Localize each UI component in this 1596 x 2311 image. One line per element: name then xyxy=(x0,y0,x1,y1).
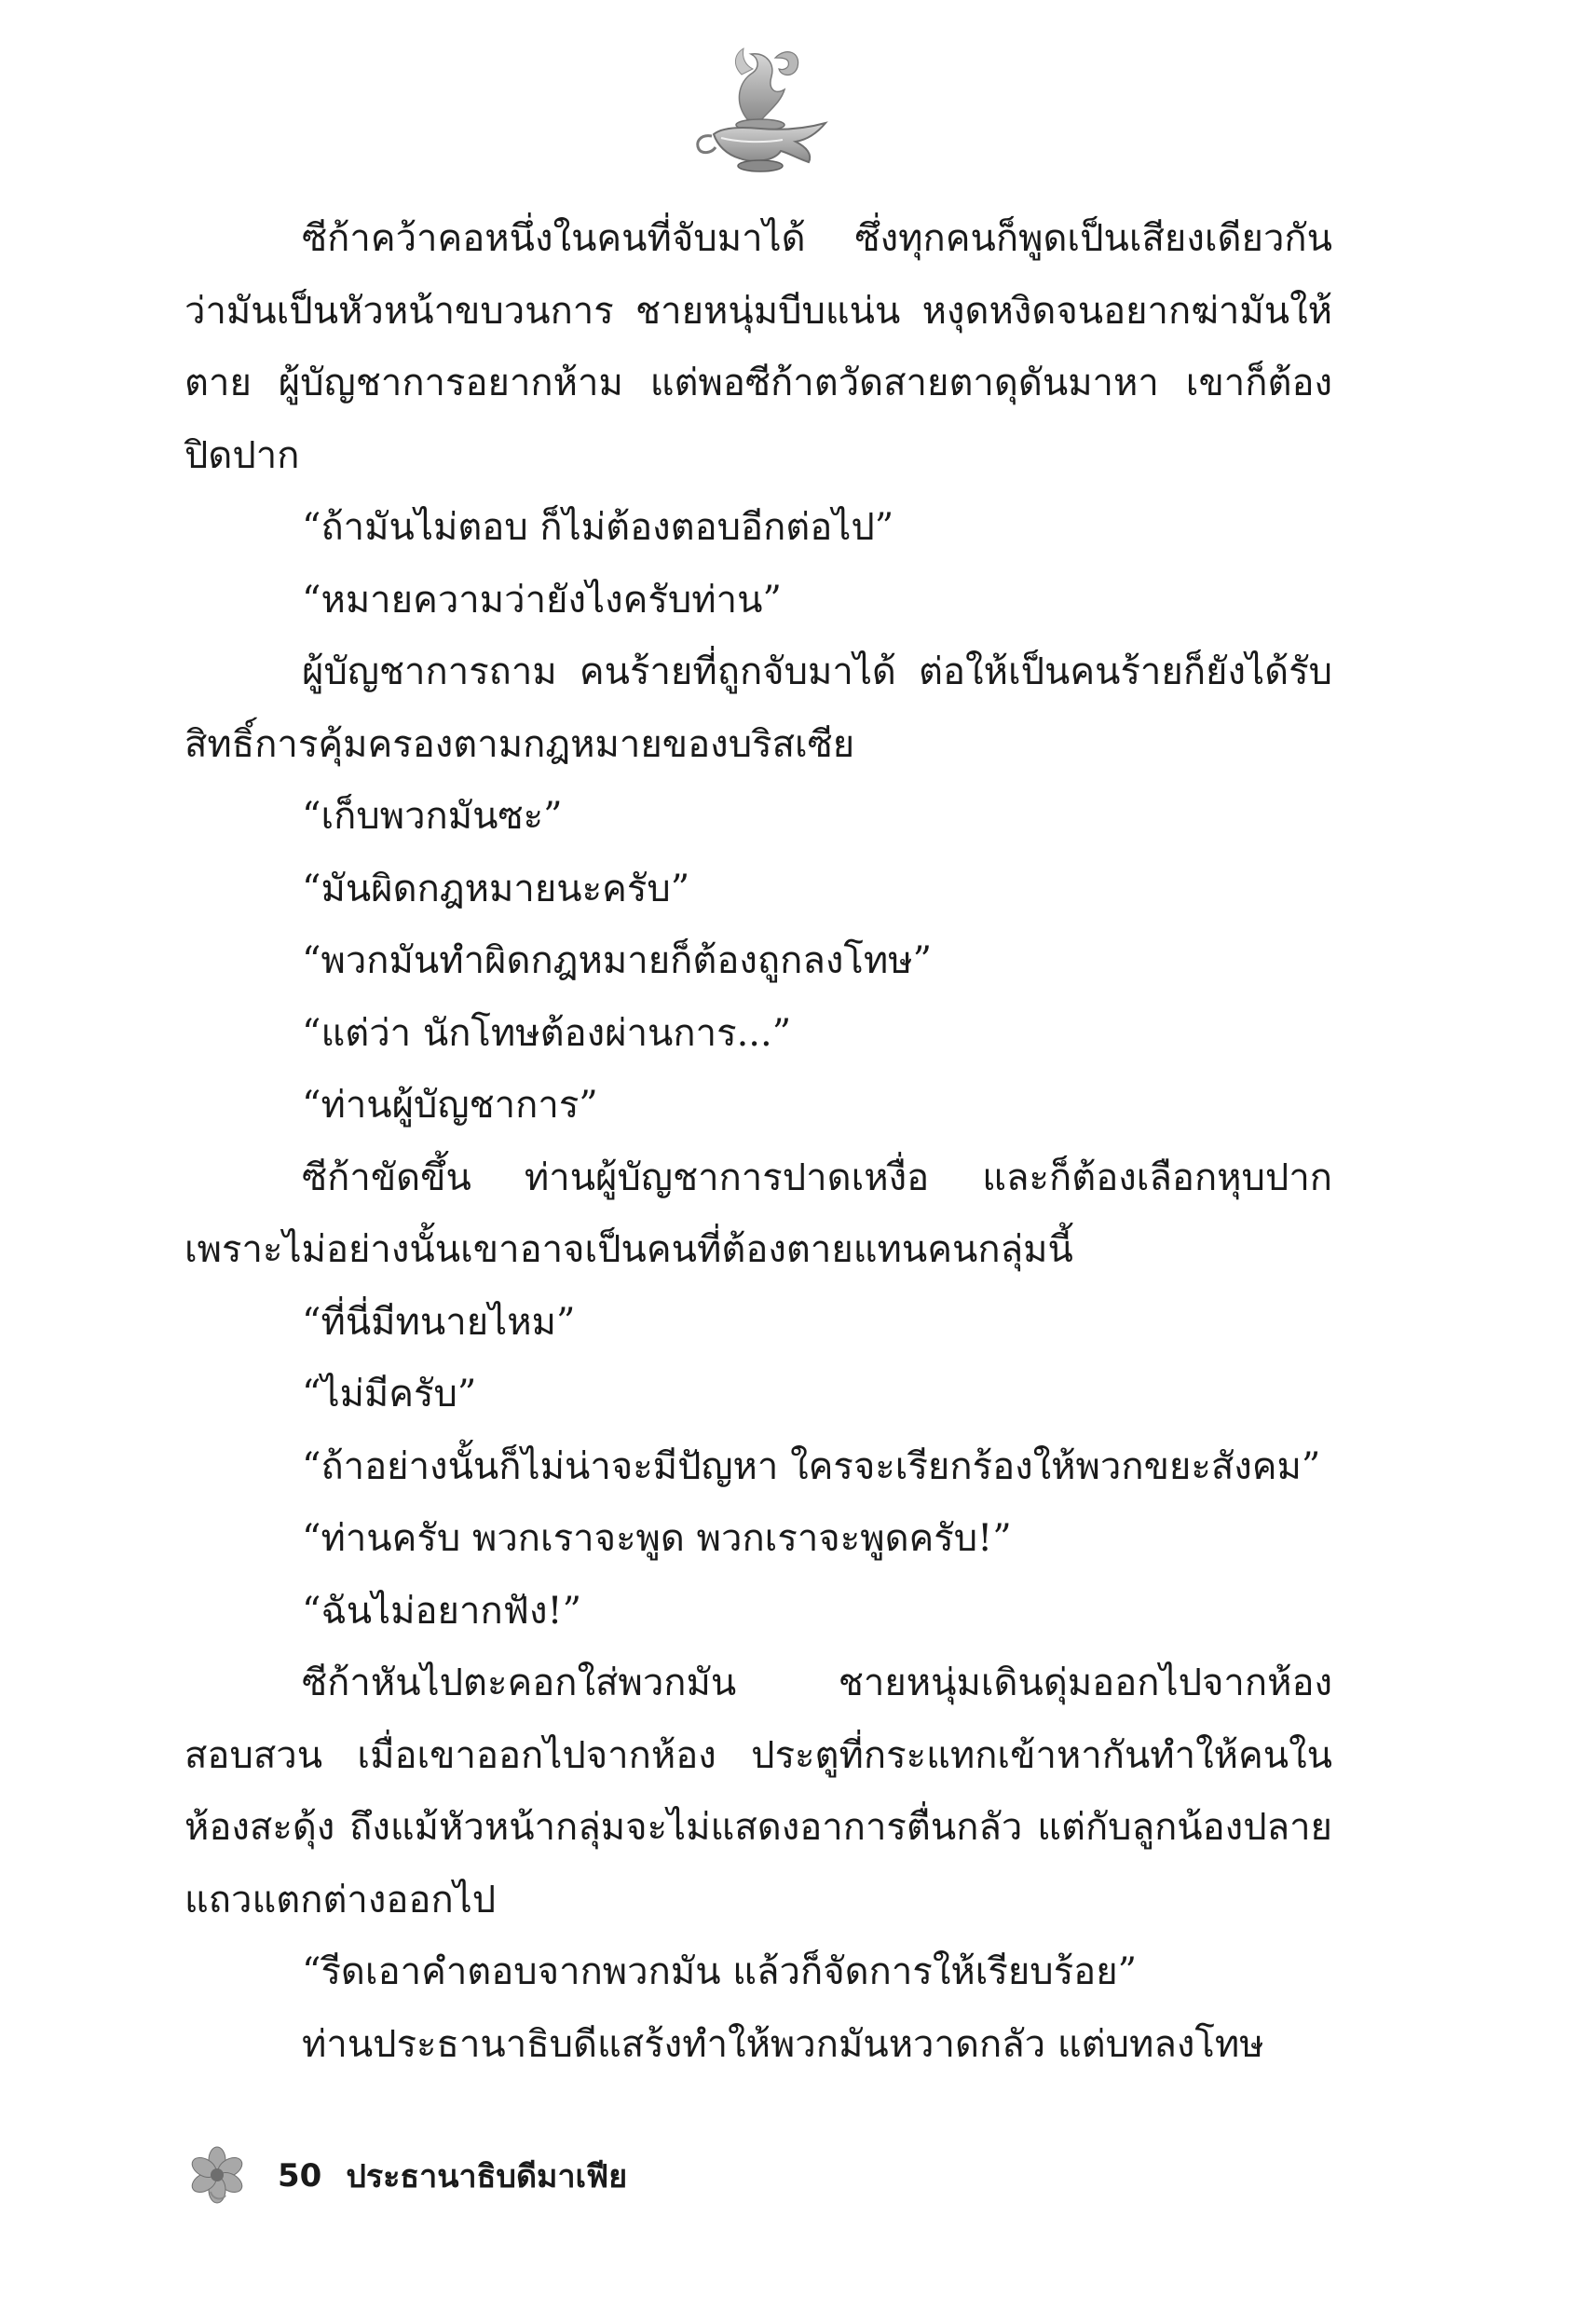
page-number: 50 xyxy=(278,2157,322,2195)
paragraph: “เก็บพวกมันซะ” xyxy=(302,795,563,838)
paragraph: ซีก้าคว้าคอหนึ่งในคนที่จับมาได้ ซึ่งทุกคนก็พูดเป็นเสียงเดียวกันว่ามันเป็นหัวหน้าขบวนการ ชายหนุ่มบีบแน่น หงุดหงิดจนอยากฆ่ามันให้ตาย ผู้บัญชาการอยากห้าม แต่พอซีก้าตวัดสายตาดุดันมาหา เขาก็ต้องปิดปาก xyxy=(184,217,1332,477)
paragraph: ซีก้าหันไปตะคอกใส่พวกมัน ชายหนุ่มเดินดุ่มออกไปจากห้องสอบสวน เมื่อเขาออกไปจากห้อง ประตูที่กระแทกเข้าหากันทำให้คนในห้องสะดุ้ง ถึงแม้หัวหน้ากลุ่มจะไม่แสดงอาการตื่นกลัว แต่กับลูกน้องปลายแถวแตกต่างออกไป xyxy=(184,1661,1332,1921)
paragraph: “หมายความว่ายังไงครับท่าน” xyxy=(302,578,782,622)
genie-lamp-icon xyxy=(686,37,835,177)
paragraph: “ถ้ามันไม่ตอบ ก็ไม่ต้องตอบอีกต่อไป” xyxy=(302,506,894,549)
paragraph: “ท่านครับ พวกเราจะพูด พวกเราจะพูดครับ!” xyxy=(302,1517,1012,1560)
paragraph: “ถ้าอย่างนั้นก็ไม่น่าจะมีปัญหา ใครจะเรียกร้องให้พวกขยะสังคม” xyxy=(302,1444,1321,1488)
book-title: ประธานาธิบดีมาเฟีย xyxy=(346,2158,628,2195)
paragraph: ท่านประธานาธิบดีแสร้งทำให้พวกมันหวาดกลัว แต่บทลงโทษ xyxy=(302,2022,1264,2066)
paragraph: “แต่ว่า นักโทษต้องผ่านการ...” xyxy=(302,1011,792,1055)
paragraph: “รีดเอาคำตอบจากพวกมัน แล้วก็จัดการให้เรียบร้อย” xyxy=(302,1950,1138,1993)
paragraph: “ฉันไม่อยากฟัง!” xyxy=(302,1589,582,1633)
paragraph: ซีก้าขัดขึ้น ท่านผู้บัญชาการปาดเหงื่อ และก็ต้องเลือกหุบปากเพราะไม่อย่างนั้นเขาอาจเป็นคนที่ต้องตายแทนคนกลุ่มนี้ xyxy=(184,1156,1332,1271)
paragraph: “พวกมันทำผิดกฎหมายก็ต้องถูกลงโทษ” xyxy=(302,939,933,982)
paragraph: “มันผิดกฎหมายนะครับ” xyxy=(302,867,690,910)
paragraph: “ท่านผู้บัญชาการ” xyxy=(302,1084,598,1127)
flower-ornament-icon xyxy=(184,2143,250,2208)
paragraph: “ไม่มีครับ” xyxy=(302,1373,477,1415)
paragraph: ผู้บัญชาการถาม คนร้ายที่ถูกจับมาได้ ต่อให้เป็นคนร้ายก็ยังได้รับสิทธิ์การคุ้มครองตามกฎหมายของบริสเซีย xyxy=(184,650,1332,766)
paragraph: “ที่นี่มีทนายไหม” xyxy=(302,1300,576,1344)
page-footer xyxy=(184,2143,627,2208)
body-text xyxy=(184,203,1332,2081)
